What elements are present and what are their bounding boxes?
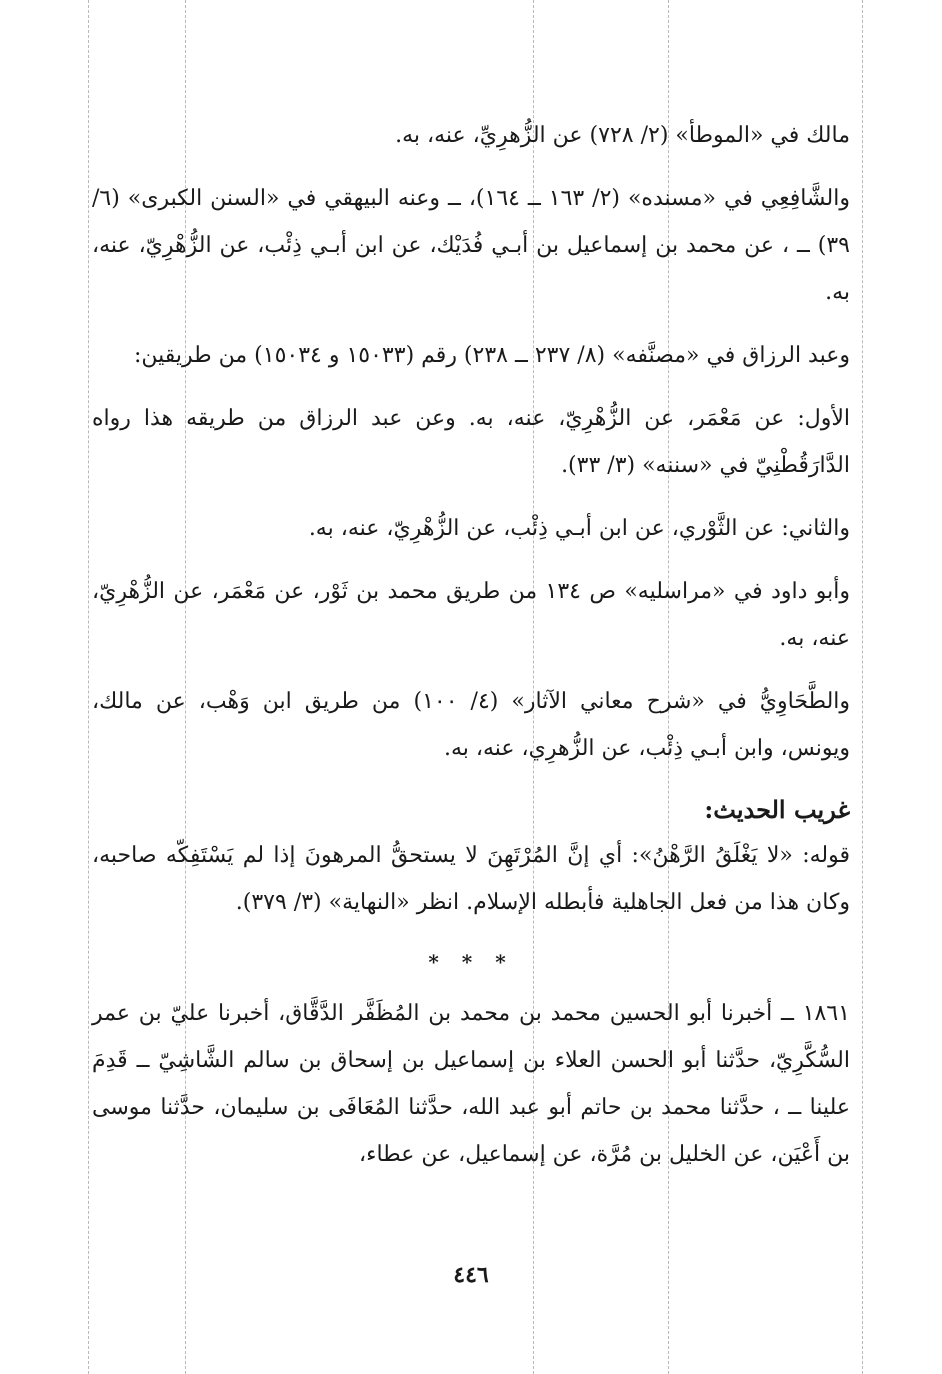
paragraph-abu-dawud: وأبو داود في «مراسليه» ص ١٣٤ من طريق محمد بن ثَوْر، عن مَعْمَر، عن الزُّهْرِيّ، عنه، به.	[92, 579, 850, 651]
paragraph-second-route: والثاني: عن الثَّوْري، عن ابن أبـي ذِئْب، عن الزُّهْرِيّ، عنه، به.	[308, 516, 850, 541]
gharib-heading: غريب الحديث:	[704, 795, 850, 824]
page-body	[92, 112, 850, 1194]
paragraph-tahawi: والطَّحَاوِيُّ في «شرح معاني الآثار» (٤/ ١٠٠) من طريق ابن وَهْب، عن مالك، ويونس، وابن أبـي ذِئْب، عن الزُّهرِي، عنه، به.	[92, 689, 851, 761]
paragraph-first-route: الأول: عن مَعْمَر، عن الزُّهْرِيّ، عنه، به. وعن عبد الرزاق من طريقه هذا رواه الدَّارَقُطْنِيّ في «سننه» (٣/ ٣٣).	[92, 406, 850, 478]
paragraph-malik: مالك في «الموطأ» (٢/ ٧٢٨) عن الزُّهرِيِّ، عنه، به.	[395, 123, 850, 148]
scan-guide-line	[862, 0, 863, 1374]
hadith-text: ١٨٦١ ــ أخبرنا أبو الحسين محمد بن محمد بن المُظَفَّر الدَّقَّاق، أخبرنا عليّ بن عمر السُّكَّرِيّ، حدَّثنا أبو الحسن العلاء بن إسماعيل بن إسحاق بن سالم الشَّاشِيّ ــ قَدِمَ علينا ــ ، حدَّثنا محمد بن حاتم أبو عبد الله، حدَّثنا المُعَافَى بن سليمان، حدَّثنا موسى بن أَعْيَن، عن الخليل بن مُرَّة، عن إسماعيل، عن عطاء،	[92, 1001, 850, 1167]
paragraph-shafii: والشَّافِعِي في «مسنده» (٢/ ١٦٣ ــ ١٦٤)، ــ وعنه البيهقي في «السنن الكبرى» (٦/ ٣٩) ــ ، عن محمد بن إسماعيل بن أبـي فُدَيْك، عن ابن أبـي ذِئْب، عن الزُّهْرِيّ، عنه، به.	[92, 186, 850, 305]
page-number: ٤٤٦	[453, 1262, 489, 1288]
section-separator: * * *	[428, 950, 514, 974]
gharib-text: قوله: «لا يَغْلَقُ الرَّهْنُ»: أي إنَّ المُرْتَهِنَ لا يستحقُّ المرهونَ إذا لم يَسْتَفِكّه صاحبه، وكان هذا من فعل الجاهلية فأبطله الإسلام. انظر «النهاية» (٣/ ٣٧٩).	[92, 843, 850, 915]
scan-guide-line	[88, 0, 89, 1374]
paragraph-abd-al-razzaq: وعبد الرزاق في «مصنَّفه» (٨/ ٢٣٧ ــ ٢٣٨) رقم (١٥٠٣٣ و ١٥٠٣٤) من طريقين:	[133, 343, 850, 368]
